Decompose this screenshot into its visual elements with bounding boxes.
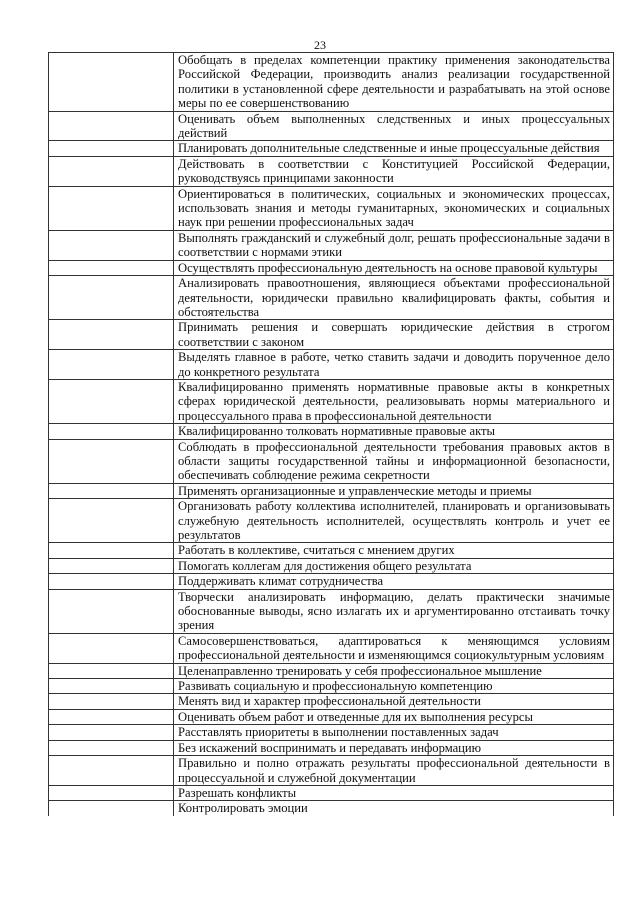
left-cell xyxy=(49,633,174,663)
table-row xyxy=(49,439,614,483)
left-cell xyxy=(49,483,174,498)
table-row xyxy=(49,679,614,694)
skill-cell: Квалифицированно толковать нормативные правовые акты xyxy=(174,424,614,439)
skill-cell: Обобщать в пределах компетенции практику применения законодательства Российской Федерации, производить анализ реализации государственной политики в установленной сфере деятельности и разрабатывать на этой основе меры по ее совершенствованию xyxy=(174,53,614,112)
left-cell xyxy=(49,679,174,694)
skill-cell: Разрешать конфликты xyxy=(174,785,614,800)
table-row xyxy=(49,186,614,230)
left-cell xyxy=(49,53,174,112)
skill-cell: Расставлять приоритеты в выполнении поставленных задач xyxy=(174,725,614,740)
left-cell xyxy=(49,379,174,423)
left-cell xyxy=(49,694,174,709)
table-row xyxy=(49,111,614,141)
skill-cell: Выполнять гражданский и служебный долг, решать профессиональные задачи в соответствии с нормами этики xyxy=(174,230,614,260)
table-row xyxy=(49,725,614,740)
page-number: 23 xyxy=(314,38,326,52)
left-cell xyxy=(49,186,174,230)
table-row xyxy=(49,589,614,633)
table-row xyxy=(49,483,614,498)
skill-cell: Принимать решения и совершать юридические действия в строгом соответствии с законом xyxy=(174,320,614,350)
table-row xyxy=(49,276,614,320)
skill-cell: Квалифицированно применять нормативные правовые акты в конкретных сферах юридической деятельности, реализовывать нормы материального и процессуального права в профессиональной деятельности xyxy=(174,379,614,423)
skill-cell: Целенаправленно тренировать у себя профессиональное мышление xyxy=(174,663,614,678)
table-row xyxy=(49,379,614,423)
left-cell xyxy=(49,801,174,816)
skill-cell: Творчески анализировать информацию, делать практически значимые обоснованные выводы, ясно излагать их и аргументированно отстаивать точку зрения xyxy=(174,589,614,633)
skill-cell: Контролировать эмоции xyxy=(174,801,614,816)
table-row xyxy=(49,424,614,439)
left-cell xyxy=(49,543,174,558)
skill-cell: Соблюдать в профессиональной деятельности требования правовых актов в области защиты государственной тайны и информационной безопасности, обеспечивать соблюдение режима секретности xyxy=(174,439,614,483)
left-cell xyxy=(49,499,174,543)
table-row xyxy=(49,260,614,275)
table-row xyxy=(49,663,614,678)
left-cell xyxy=(49,709,174,724)
table-row xyxy=(49,801,614,816)
table-row xyxy=(49,709,614,724)
left-cell xyxy=(49,439,174,483)
left-cell xyxy=(49,111,174,141)
skill-cell: Ориентироваться в политических, социальных и экономических процессах, использовать знания и методы гуманитарных, экономических и социальных наук при решении профессиональных задач xyxy=(174,186,614,230)
table-row xyxy=(49,574,614,589)
left-cell xyxy=(49,558,174,573)
table-row xyxy=(49,785,614,800)
skill-cell: Действовать в соответствии с Конституцией Российской Федерации, руководствуясь принципами законности xyxy=(174,156,614,186)
left-cell xyxy=(49,785,174,800)
table-row xyxy=(49,230,614,260)
table-row xyxy=(49,694,614,709)
left-cell xyxy=(49,574,174,589)
table-row xyxy=(49,633,614,663)
left-cell xyxy=(49,276,174,320)
skill-cell: Менять вид и характер профессиональной деятельности xyxy=(174,694,614,709)
left-cell xyxy=(49,230,174,260)
skill-cell: Планировать дополнительные следственные и иные процессуальные действия xyxy=(174,141,614,156)
skill-cell: Организовать работу коллектива исполнителей, планировать и организовывать служебную деятельность исполнителей, осуществлять контроль и учет ее результатов xyxy=(174,499,614,543)
left-cell xyxy=(49,756,174,786)
left-cell xyxy=(49,589,174,633)
table-row xyxy=(49,558,614,573)
skill-cell: Анализировать правоотношения, являющиеся объектами профессиональной деятельности, юридически правильно квалифицировать факты, события и обстоятельства xyxy=(174,276,614,320)
left-cell xyxy=(49,141,174,156)
skill-cell: Применять организационные и управленческие методы и приемы xyxy=(174,483,614,498)
skill-cell: Оценивать объем выполненных следственных и иных процессуальных действий xyxy=(174,111,614,141)
skill-cell: Развивать социальную и профессиональную компетенцию xyxy=(174,679,614,694)
skill-cell: Помогать коллегам для достижения общего результата xyxy=(174,558,614,573)
table-row xyxy=(49,499,614,543)
table-row xyxy=(49,543,614,558)
left-cell xyxy=(49,424,174,439)
left-cell xyxy=(49,740,174,755)
left-cell xyxy=(49,663,174,678)
left-cell xyxy=(49,350,174,380)
skill-cell: Осуществлять профессиональную деятельность на основе правовой культуры xyxy=(174,260,614,275)
table-row xyxy=(49,350,614,380)
left-cell xyxy=(49,320,174,350)
table-row xyxy=(49,156,614,186)
table-row xyxy=(49,320,614,350)
table-row xyxy=(49,756,614,786)
left-cell xyxy=(49,260,174,275)
skill-cell: Правильно и полно отражать результаты профессиональной деятельности в процессуальной и служебной документации xyxy=(174,756,614,786)
skill-cell: Выделять главное в работе, четко ставить задачи и доводить порученное дело до конкретного результата xyxy=(174,350,614,380)
left-cell xyxy=(49,156,174,186)
skill-cell: Без искажений воспринимать и передавать информацию xyxy=(174,740,614,755)
skill-cell: Оценивать объем работ и отведенные для их выполнения ресурсы xyxy=(174,709,614,724)
table-row xyxy=(49,141,614,156)
skill-cell: Самосовершенствоваться, адаптироваться к меняющимся условиям профессиональной деятельности и изменяющимся социокультурным условиям xyxy=(174,633,614,663)
table-row xyxy=(49,740,614,755)
left-cell xyxy=(49,725,174,740)
competency-table xyxy=(48,52,614,816)
skill-cell: Поддерживать климат сотрудничества xyxy=(174,574,614,589)
skill-cell: Работать в коллективе, считаться с мнением других xyxy=(174,543,614,558)
table-row xyxy=(49,53,614,112)
